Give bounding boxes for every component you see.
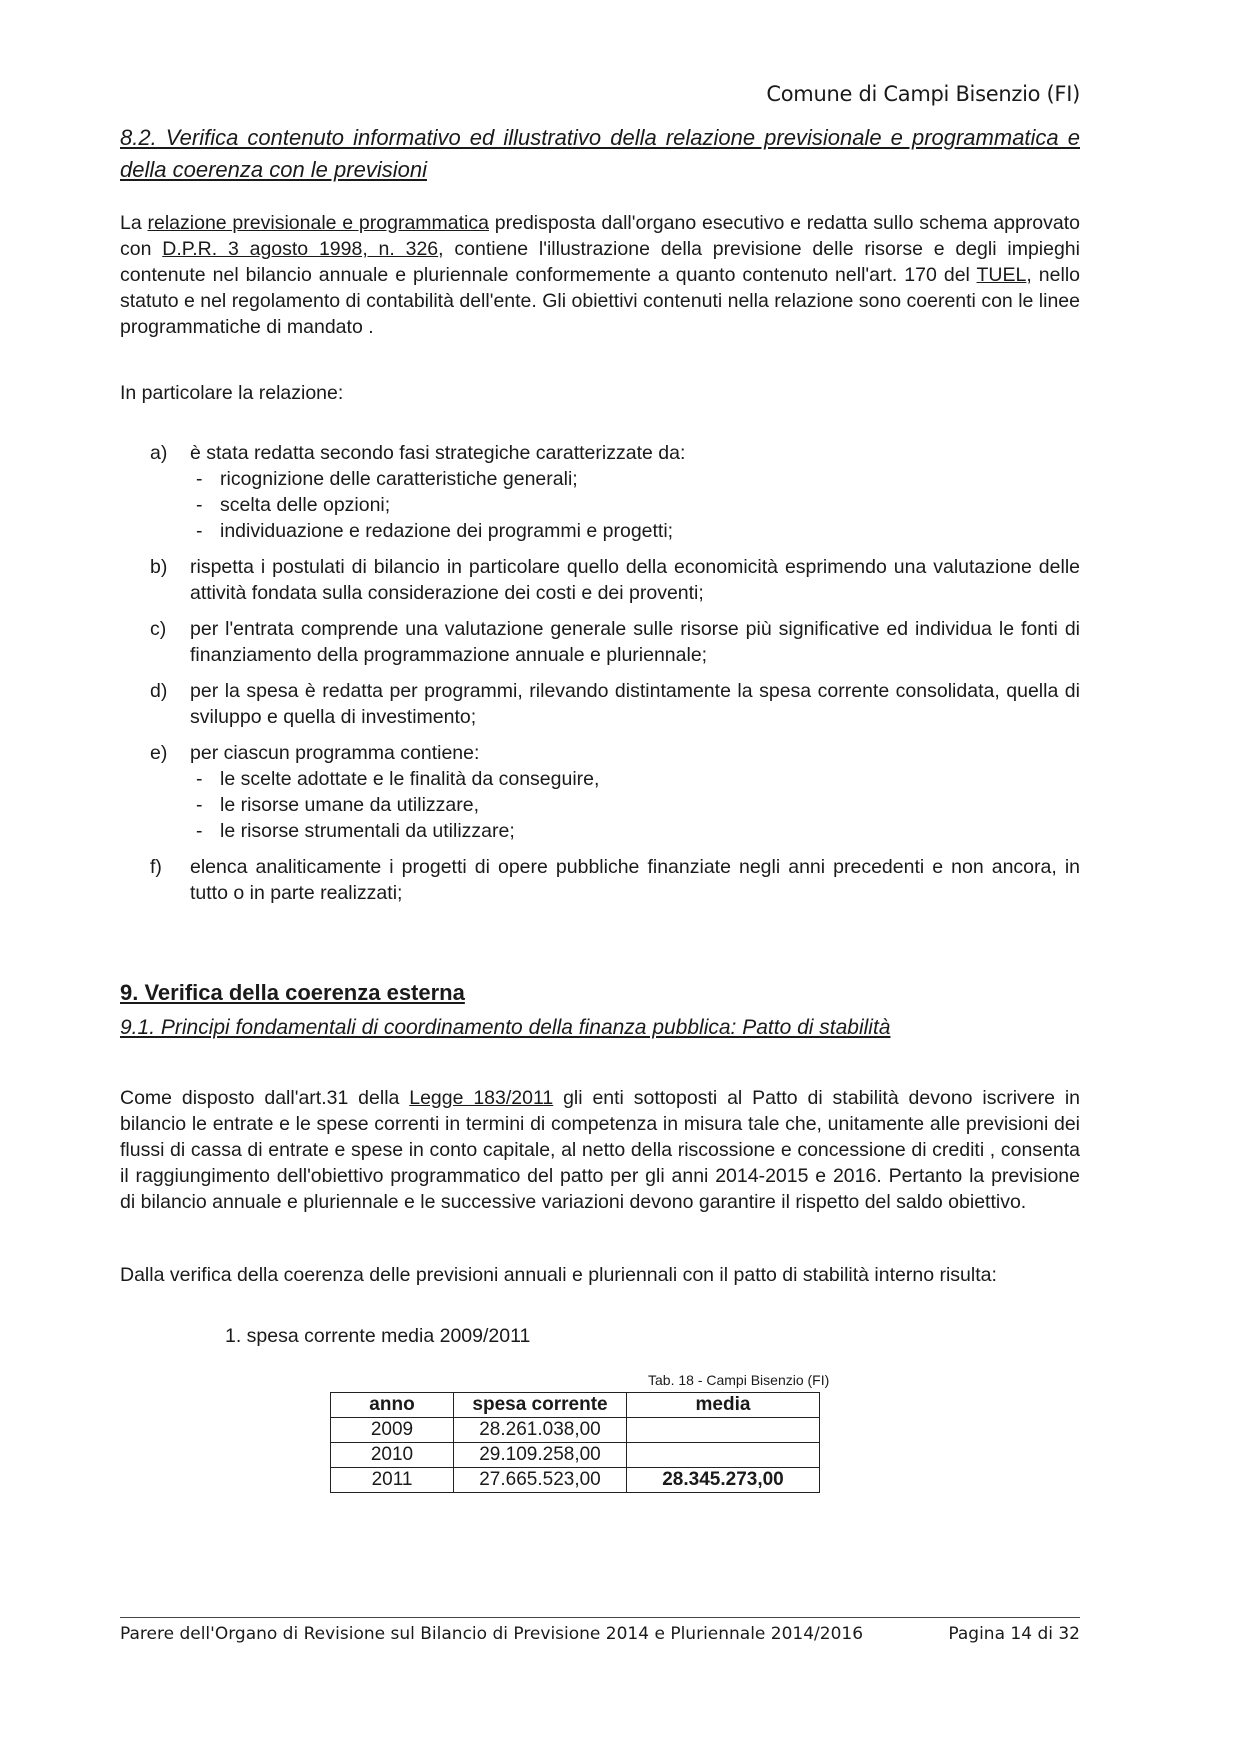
sub-item: - ricognizione delle caratteristiche generali;: [190, 466, 1080, 492]
cell: 27.665.523,00: [454, 1468, 627, 1493]
link-legge[interactable]: Legge 183/2011: [409, 1087, 554, 1109]
table-row: [331, 1468, 820, 1493]
list-item: [150, 554, 1080, 606]
sub-item: - scelta delle opzioni;: [190, 492, 1080, 518]
item-label: b): [150, 556, 168, 578]
item-label: f): [150, 856, 162, 878]
table-row: [331, 1418, 820, 1443]
criteria-list: [150, 440, 1080, 916]
item-text: per la spesa è redatta per programmi, rilevando distintamente la spesa corrente consolidata, quella di sviluppo e quella di investimento;: [190, 680, 1080, 728]
header-cell: spesa corrente: [454, 1393, 627, 1418]
link-dpr[interactable]: D.P.R. 3 agosto 1998, n. 326: [162, 238, 439, 260]
item-label: e): [150, 742, 168, 764]
item-text: elenca analiticamente i progetti di opere pubbliche finanziate negli anni precedenti e non ancora, in tutto o in parte realizzati;: [190, 856, 1080, 904]
section-heading-9-1: 9.1. Principi fondamentali di coordinamento della finanza pubblica: Patto di stabilità: [120, 1016, 891, 1039]
list-item: [150, 678, 1080, 730]
table-row: [331, 1443, 820, 1468]
sub-item: - individuazione e redazione dei programmi e progetti;: [190, 518, 1080, 544]
page-footer: [120, 1617, 1080, 1644]
cell: [627, 1418, 820, 1443]
paragraph-relazione: [120, 210, 1080, 340]
cell: 28.345.273,00: [627, 1468, 820, 1493]
item-label: c): [150, 618, 167, 640]
text: predisposta dall'organo esecutivo e redatta sullo schema approvato con: [120, 212, 1081, 260]
list-item: [150, 740, 1080, 844]
item-label: a): [150, 442, 168, 464]
cell: 2011: [331, 1468, 454, 1493]
numbered-item: 1. spesa corrente media 2009/2011: [225, 1325, 531, 1347]
header-cell: anno: [331, 1393, 454, 1418]
paragraph-verifica: Dalla verifica della coerenza delle previsioni annuali e pluriennali con il patto di stabilità interno risulta:: [120, 1264, 997, 1286]
text: , contiene l'illustrazione della previsione delle risorse e degli impieghi contenute nel bilancio annuale e pluriennale conformemente a quanto contenuto nell'art. 170 del: [120, 238, 1080, 286]
cell: [627, 1443, 820, 1468]
section-heading-9: 9. Verifica della coerenza esterna: [120, 980, 465, 1005]
text: Come disposto dall'art.31 della: [120, 1087, 410, 1109]
item-text: rispetta i postulati di bilancio in particolare quello della economicità esprimendo una valutazione delle attività fondata sulla considerazione dei costi e dei proventi;: [190, 556, 1080, 604]
page-header: Comune di Campi Bisenzio (FI): [766, 82, 1080, 106]
item-text: per ciascun programma contiene:: [190, 742, 480, 764]
section-heading-8-2: 8.2. Verifica contenuto informativo ed illustrativo della relazione previsionale e programmatica e della coerenza con le previsioni: [120, 125, 1080, 182]
link-tuel[interactable]: TUEL: [976, 264, 1027, 286]
link-relazione[interactable]: relazione previsionale e programmatica: [147, 212, 489, 234]
table-caption: Tab. 18 - Campi Bisenzio (FI): [648, 1372, 830, 1388]
sub-item: - le risorse umane da utilizzare,: [190, 792, 1080, 818]
cell: 29.109.258,00: [454, 1443, 627, 1468]
footer-title: Parere dell'Organo di Revisione sul Bilancio di Previsione 2014 e Pluriennale 2014/2016: [120, 1624, 864, 1644]
item-text: è stata redatta secondo fasi strategiche caratterizzate da:: [190, 442, 686, 464]
item-text: per l'entrata comprende una valutazione generale sulle risorse più significative ed individua le fonti di finanziamento della programmazione annuale e pluriennale;: [190, 618, 1080, 666]
cell: 2010: [331, 1443, 454, 1468]
text: , nello statuto e nel regolamento di contabilità dell'ente. Gli obiettivi contenuti nella relazione sono coerenti con le linee programmatiche di mandato .: [120, 264, 1080, 338]
page-number: Pagina 14 di 32: [948, 1624, 1080, 1644]
cell: 28.261.038,00: [454, 1418, 627, 1443]
list-item: [150, 616, 1080, 668]
list-item: [150, 440, 1080, 544]
spesa-table: [330, 1392, 820, 1493]
list-item: [150, 854, 1080, 906]
sub-item: - le scelte adottate e le finalità da conseguire,: [190, 766, 1080, 792]
sub-item: - le risorse strumentali da utilizzare;: [190, 818, 1080, 844]
table-header-row: [331, 1393, 820, 1418]
header-cell: media: [627, 1393, 820, 1418]
paragraph-patto: [120, 1085, 1080, 1215]
item-label: d): [150, 680, 168, 702]
text: gli enti sottoposti al Patto di stabilità devono iscrivere in bilancio le entrate e le spese correnti in termini di competenza in misura tale che, unitamente alle previsioni dei flussi di cassa di entrate e spese in conto capitale, al netto della riscossione e concessione di crediti , consenta il raggiungimento dell'obiettivo programmatico del patto per gli anni 2014-2015 e 2016. Pertanto la previsione di bilancio annuale e pluriennale e le successive variazioni devono garantire il rispetto del saldo obiettivo.: [120, 1087, 1080, 1213]
paragraph-in-particolare: In particolare la relazione:: [120, 382, 344, 404]
text: La: [120, 212, 148, 234]
cell: 2009: [331, 1418, 454, 1443]
